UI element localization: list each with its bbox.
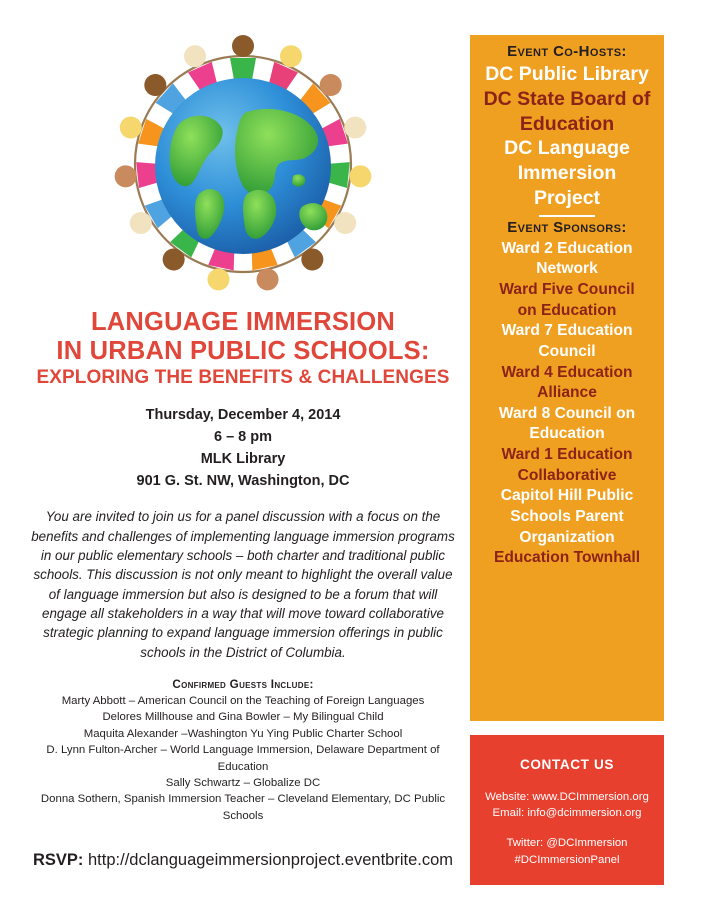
sponsor-item: Organization xyxy=(519,528,615,546)
list-item: Donna Sothern, Spanish Immersion Teacher – Cleveland Elementary, DC Public Schools xyxy=(40,793,446,822)
rsvp-label: RSVP: xyxy=(32,851,84,869)
sponsor-item: Ward 4 Education xyxy=(501,363,633,381)
title-line-1: LANGUAGE IMMERSION xyxy=(91,308,395,336)
rsvp-line xyxy=(23,851,463,870)
event-venue: MLK Library xyxy=(200,451,286,468)
sponsors-heading: Event Sponsors: xyxy=(507,218,627,236)
main-content-column xyxy=(18,24,468,900)
sponsor-item: on Education xyxy=(517,301,617,319)
list-item: Delores Millhouse and Gina Bowler – My Bilingual Child xyxy=(102,711,384,724)
sponsor-item: Ward 1 Education xyxy=(501,446,633,464)
cohost-item: Immersion xyxy=(517,162,617,185)
sponsor-item: Ward 2 Education xyxy=(501,239,633,257)
confirmed-guests-heading: Confirmed Guests Include: xyxy=(172,677,314,691)
contact-spacer xyxy=(478,821,656,835)
contact-hashtag[interactable]: #DCImmersionPanel xyxy=(514,853,620,866)
cohost-item: DC State Board of xyxy=(483,87,651,110)
contact-twitter[interactable]: Twitter: @DCImmersion xyxy=(506,837,628,850)
cohost-item: Education xyxy=(519,112,615,135)
event-time: 6 – 8 pm xyxy=(213,429,273,446)
sponsor-item: Alliance xyxy=(537,384,597,402)
section-divider xyxy=(539,215,595,217)
list-item: Marty Abbott – American Council on the Teaching of Foreign Languages xyxy=(61,694,425,707)
sponsor-item: Council xyxy=(538,342,596,360)
cohost-item: DC Public Library xyxy=(485,63,649,85)
globe-with-children-holding-hands-icon xyxy=(107,28,379,296)
sponsor-item: Ward 8 Council on xyxy=(498,404,636,422)
list-item: D. Lynn Fulton-Archer – World Language Immersion, Delaware Department of Education xyxy=(46,744,440,773)
sponsor-item: Ward Five Council xyxy=(499,280,635,298)
sponsor-item: Education xyxy=(529,425,605,443)
rsvp-link[interactable]: http://dclanguageimmersionproject.eventbrite.com xyxy=(88,851,454,869)
sponsor-item: Ward 7 Education xyxy=(501,322,633,340)
sponsor-item: Schools Parent xyxy=(510,508,624,526)
cohosts-heading: Event Co-Hosts: xyxy=(507,43,627,60)
sponsor-item: Collaborative xyxy=(517,466,617,484)
contact-website[interactable]: Website: www.DCImmersion.org xyxy=(485,791,649,803)
sponsor-item: Network xyxy=(536,260,598,278)
list-item: Sally Schwartz – Globalize DC xyxy=(165,776,321,789)
invitation-paragraph: You are invited to join us for a panel discussion with a focus on the benefits and challenges of implementing language immersion programs in our public elementary schools – both charter and traditional public schools. This discussion is not only meant to highlight the overall value of language immersion but also is designed to be a forum that will engage all stakeholders in a way that will move toward collaborative strategic planning to expand language immersion offerings in public schools in the District of Columbia. xyxy=(31,509,455,660)
contact-title: CONTACT US xyxy=(519,757,615,772)
cohost-item: DC Language xyxy=(504,137,630,160)
page-title xyxy=(23,308,463,388)
event-details xyxy=(23,404,463,492)
title-subtitle: EXPLORING THE BENEFITS & CHALLENGES xyxy=(36,367,450,389)
contact-email[interactable]: Email: info@dcimmersion.org xyxy=(492,807,642,820)
contact-panel xyxy=(470,735,664,885)
event-address: 901 G. St. NW, Washington, DC xyxy=(136,473,350,490)
confirmed-guests-list xyxy=(25,693,461,824)
title-line-2: IN URBAN PUBLIC SCHOOLS: xyxy=(56,336,430,365)
cohost-item: Project xyxy=(533,186,601,209)
sponsor-item: Education Townhall xyxy=(493,549,641,567)
sponsor-item: Capitol Hill Public xyxy=(500,487,634,505)
sponsors-sidebar xyxy=(470,35,664,721)
list-item: Maquita Alexander –Washington Yu Ying Public Charter School xyxy=(83,727,403,740)
event-date: Thursday, December 4, 2014 xyxy=(145,407,341,424)
